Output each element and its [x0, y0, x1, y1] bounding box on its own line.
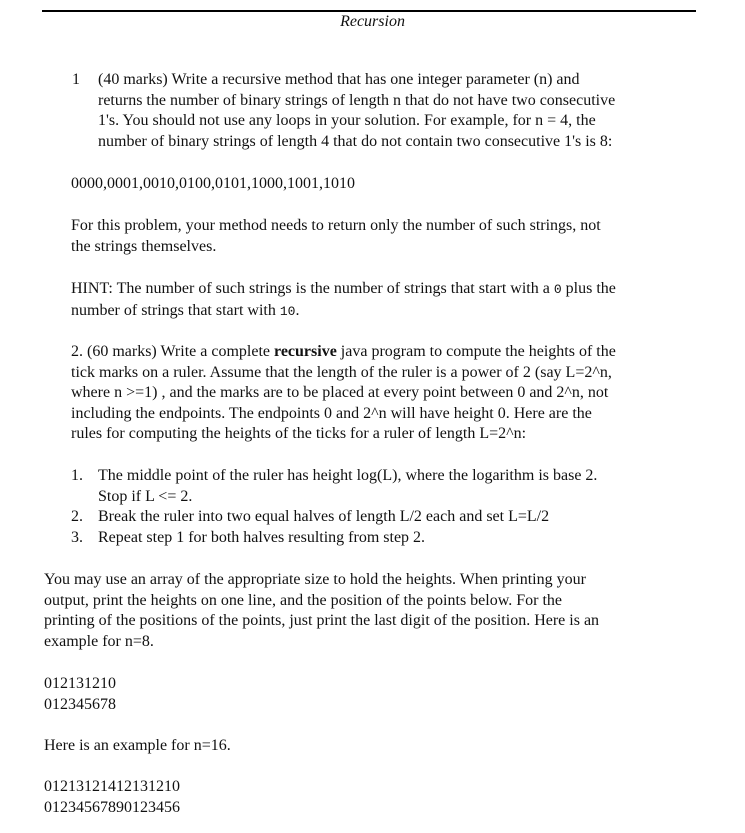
step-number: 2.: [71, 508, 83, 525]
page-header-title: Recursion: [340, 13, 405, 30]
rule-step-2-text: [98, 507, 549, 528]
step-line: The middle point of the ruler has height log(L), where the logarithm is base 2.: [98, 467, 598, 484]
step-line: Repeat step 1 for both halves resulting from step 2.: [98, 529, 426, 546]
question-2-bold-word: recursive: [274, 343, 337, 360]
example-heights-line: 01213121412131210: [44, 778, 180, 795]
hint-code: 0: [553, 282, 562, 297]
question-1-line: returns the number of binary strings of length n that do not have two consecutive: [98, 91, 616, 109]
question-2-line: tick marks on a ruler. Assume that the length of the ruler is a power of 2 (say L=2^n,: [71, 363, 612, 381]
output-line: printing of the positions of the points, just print the last digit of the position. Here is an: [44, 612, 600, 629]
hint-paragraph: [71, 279, 616, 322]
question-2-line: rules for computing the heights of the ticks for a ruler of length L=2^n:: [71, 425, 527, 442]
question-1-number: 1: [72, 71, 80, 88]
example-positions-line: 012345678: [44, 695, 116, 713]
hint-line-2: [71, 301, 616, 323]
question-1-line: 1's. You should not use any loops in your solution. For example, for n = 4, the: [98, 112, 596, 129]
hint-text: plus the: [561, 280, 616, 297]
output-line: output, print the heights on one line, and the position of the points below. For the: [44, 591, 563, 609]
hint-code: 10: [279, 303, 296, 319]
example-binary-strings: 0000,0001,0010,0100,0101,1000,1001,1010: [71, 175, 355, 192]
hint-text: .: [295, 301, 300, 319]
step-number: 3.: [71, 529, 83, 546]
step-line: Stop if L <= 2.: [98, 487, 193, 505]
hint-text: HINT: The number of such strings is the number of strings that start with a: [71, 280, 554, 297]
example-16-intro: Here is an example for n=16.: [44, 737, 231, 754]
output-instructions: [44, 570, 599, 652]
example-positions-line: 01234567890123456: [44, 798, 180, 816]
question-2-text: 2. (60 marks) Write a complete: [71, 343, 274, 360]
rule-step-1-text: [98, 466, 597, 507]
question-1-line: (40 marks) Write a recursive method that has one integer parameter (n) and: [98, 71, 580, 88]
example-output-n8: [44, 674, 116, 715]
question-1-line: number of binary strings of length 4 that do not contain two consecutive 1's is 8:: [98, 132, 613, 150]
question-1-note: [71, 216, 601, 257]
note-line: the strings themselves.: [71, 237, 217, 255]
output-line: You may use an array of the appropriate size to hold the heights. When printing your: [44, 571, 586, 588]
question-2-line: where n >=1) , and the marks are to be placed at every point between 0 and 2^n, not: [71, 384, 609, 401]
hint-line-1: [71, 279, 616, 301]
question-2-line: including the endpoints. The endpoints 0 and 2^n will have height 0. Here are the: [71, 404, 592, 422]
note-line: For this problem, your method needs to return only the number of such strings, not: [71, 217, 601, 234]
question-2-line-1: [71, 342, 616, 363]
question-2-text: java program to compute the heights of the: [336, 343, 616, 360]
question-1-prompt: [98, 70, 615, 152]
output-line: example for n=8.: [44, 632, 154, 650]
question-2-prompt: [71, 342, 616, 445]
hint-text: number of strings that start with: [71, 301, 280, 319]
example-heights-line: 012131210: [44, 675, 116, 692]
example-output-n16: [44, 777, 180, 818]
step-number: 1.: [71, 467, 83, 484]
step-line: Break the ruler into two equal halves of length L/2 each and set L=L/2: [98, 508, 550, 525]
rule-step-3-text: [98, 528, 425, 549]
